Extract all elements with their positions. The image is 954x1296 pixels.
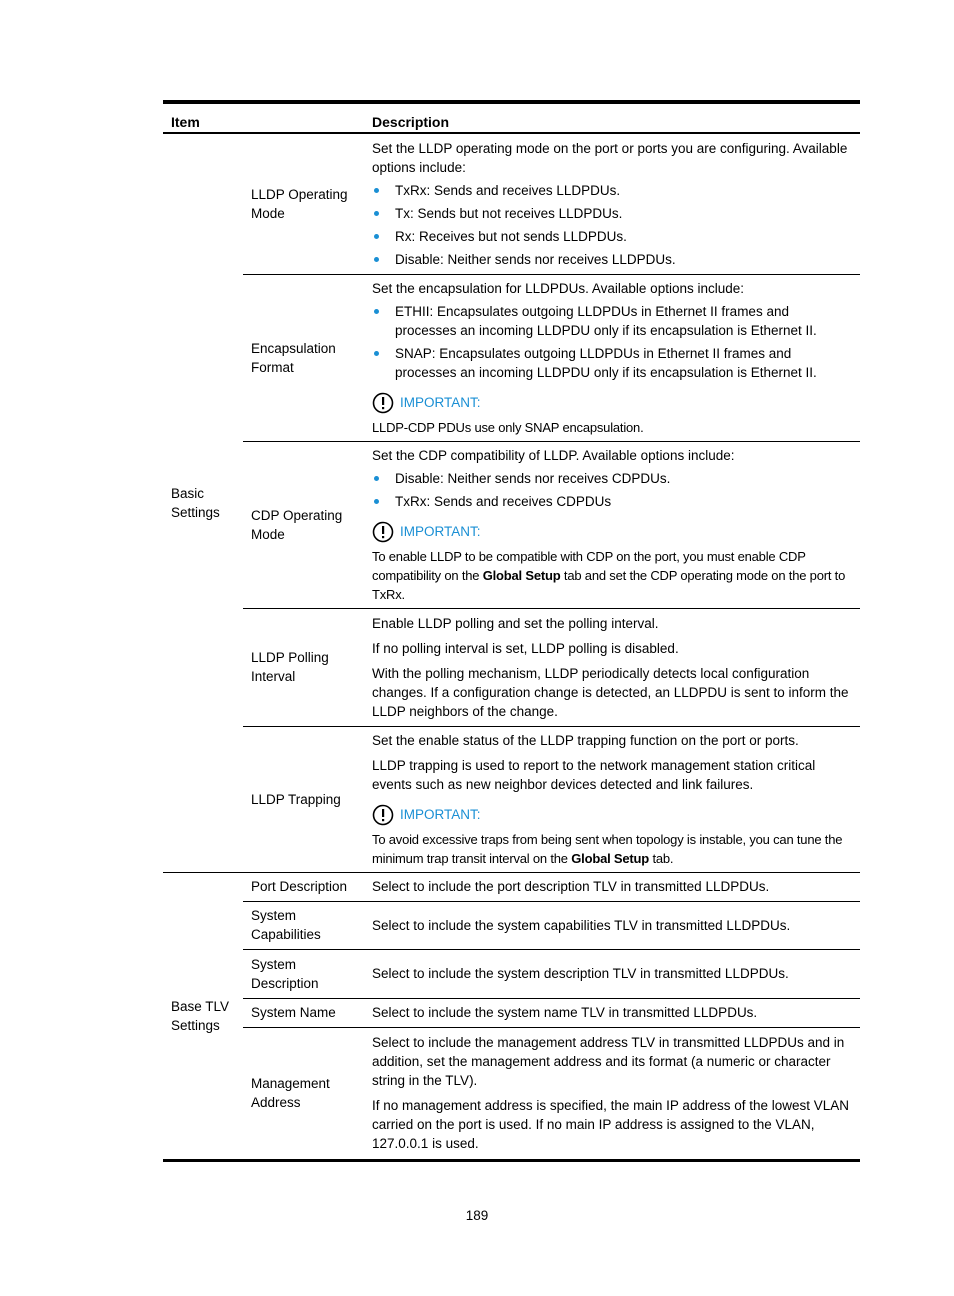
note-bold-global-setup: Global Setup — [571, 850, 650, 866]
row-label-system-name: System Name — [243, 998, 364, 1027]
row-label-management-address: Management Address — [243, 1027, 364, 1160]
list-item: TxRx: Sends and receives LLDPDUs. — [372, 181, 852, 200]
list-item: Rx: Receives but not sends LLDPDUs. — [372, 227, 852, 246]
desc-paragraph: If no management address is specified, the main IP address of the lowest VLAN carried on the port is used. If no main IP address is assigned to the VLAN, 127.0.0.1 is used. — [372, 1098, 850, 1151]
row-label-lldp-operating-mode: LLDP Operating Mode — [243, 133, 364, 274]
exclamation-circle-icon — [372, 804, 394, 826]
options-list — [372, 181, 852, 269]
table-row — [163, 1027, 860, 1160]
table-row — [163, 901, 860, 949]
table-header-row — [163, 102, 860, 133]
important-label: IMPORTANT: — [400, 807, 481, 822]
important-label: IMPORTANT: — [400, 524, 481, 539]
settings-table — [163, 100, 860, 1162]
desc-paragraph: Select to include the management address TLV in transmitted LLDPDUs and in addition, set the management address and its format (a numeric or character string in the TLV). — [372, 1035, 845, 1088]
important-callout — [372, 392, 852, 414]
note-text: To avoid excessive traps from being sent when topology is instable, you can tune the minimum trap transit interval on the — [372, 831, 843, 866]
list-item: ETHII: Encapsulates outgoing LLDPDUs in Ethernet II frames and processes an incoming LLDPDU only if its encapsulation is Ethernet II. — [372, 302, 852, 340]
row-desc-management-address — [364, 1027, 860, 1160]
desc-paragraph: With the polling mechanism, LLDP periodically detects local configuration changes. If a configuration change is detected, an LLDPDU is sent to inform the LLDP neighbors of the change. — [372, 665, 849, 719]
row-label-cdp-operating-mode: CDP Operating Mode — [243, 441, 364, 608]
exclamation-circle-icon — [372, 392, 394, 414]
important-label: IMPORTANT: — [400, 395, 481, 410]
list-item: TxRx: Sends and receives CDPDUs — [372, 492, 852, 511]
list-item: Disable: Neither sends nor receives CDPDUs. — [372, 469, 852, 488]
table-row — [163, 872, 860, 901]
row-desc-lldp-trapping — [364, 726, 860, 872]
row-label-encapsulation-format: Encapsulation Format — [243, 274, 364, 441]
desc-intro: Set the encapsulation for LLDPDUs. Available options include: — [372, 280, 744, 296]
desc-paragraph: Enable LLDP polling and set the polling interval. — [372, 615, 659, 631]
row-label-port-description: Port Description — [243, 872, 364, 901]
desc-paragraph: LLDP trapping is used to report to the network management station critical events such as new neighbor devices detected and link failures. — [372, 757, 816, 792]
row-desc-cdp-operating-mode — [364, 441, 860, 608]
desc-intro: Set the LLDP operating mode on the port or ports you are configuring. Available options include: — [372, 140, 848, 175]
row-desc-system-capabilities: Select to include the system capabilities TLV in transmitted LLDPDUs. — [364, 901, 860, 949]
table-row — [163, 726, 860, 872]
list-item: SNAP: Encapsulates outgoing LLDPDUs in Ethernet II frames and processes an incoming LLDPDU only if its encapsulation is Ethernet II. — [372, 344, 852, 382]
table-row — [163, 274, 860, 441]
note-text: tab. — [649, 850, 674, 866]
table-row — [163, 441, 860, 608]
note-text: To enable LLDP to be compatible with CDP on the port, you must enable CDP compatibility on the — [372, 548, 806, 583]
row-desc-system-name: Select to include the system name TLV in transmitted LLDPDUs. — [364, 998, 860, 1027]
row-desc-lldp-operating-mode — [364, 133, 860, 274]
row-label-system-capabilities: System Capabilities — [243, 901, 364, 949]
row-desc-encapsulation-format — [364, 274, 860, 441]
note-text: tab and set the CDP operating mode on the port to TxRx. — [372, 567, 846, 602]
options-list — [372, 469, 852, 511]
group-base-tlv-settings: Base TLV Settings — [163, 872, 243, 1160]
table-row — [163, 608, 860, 726]
page-number: 189 — [465, 1208, 489, 1223]
group-basic-settings: Basic Settings — [163, 133, 243, 872]
row-label-system-description: System Description — [243, 949, 364, 998]
important-note — [372, 830, 852, 868]
exclamation-circle-icon — [372, 521, 394, 543]
desc-paragraph: If no polling interval is set, LLDP polling is disabled. — [372, 640, 679, 656]
important-note — [372, 547, 852, 604]
important-callout — [372, 804, 852, 826]
note-bold-global-setup: Global Setup — [482, 567, 561, 583]
row-desc-port-description: Select to include the port description TLV in transmitted LLDPDUs. — [364, 872, 860, 901]
row-desc-lldp-polling-interval — [364, 608, 860, 726]
row-label-lldp-polling-interval: LLDP Polling Interval — [243, 608, 364, 726]
table-row — [163, 949, 860, 998]
table-row — [163, 133, 860, 274]
list-item: Tx: Sends but not receives LLDPDUs. — [372, 204, 852, 223]
table-row — [163, 998, 860, 1027]
header-description: Description — [364, 102, 860, 133]
list-item: Disable: Neither sends nor receives LLDPDUs. — [372, 250, 852, 269]
header-item: Item — [163, 102, 364, 133]
row-desc-system-description: Select to include the system description TLV in transmitted LLDPDUs. — [364, 949, 860, 998]
row-label-lldp-trapping: LLDP Trapping — [243, 726, 364, 872]
important-callout — [372, 521, 852, 543]
options-list — [372, 302, 852, 382]
important-note: LLDP-CDP PDUs use only SNAP encapsulation. — [372, 419, 644, 435]
desc-intro: Set the CDP compatibility of LLDP. Available options include: — [372, 447, 735, 463]
desc-paragraph: Set the enable status of the LLDP trapping function on the port or ports. — [372, 732, 799, 748]
